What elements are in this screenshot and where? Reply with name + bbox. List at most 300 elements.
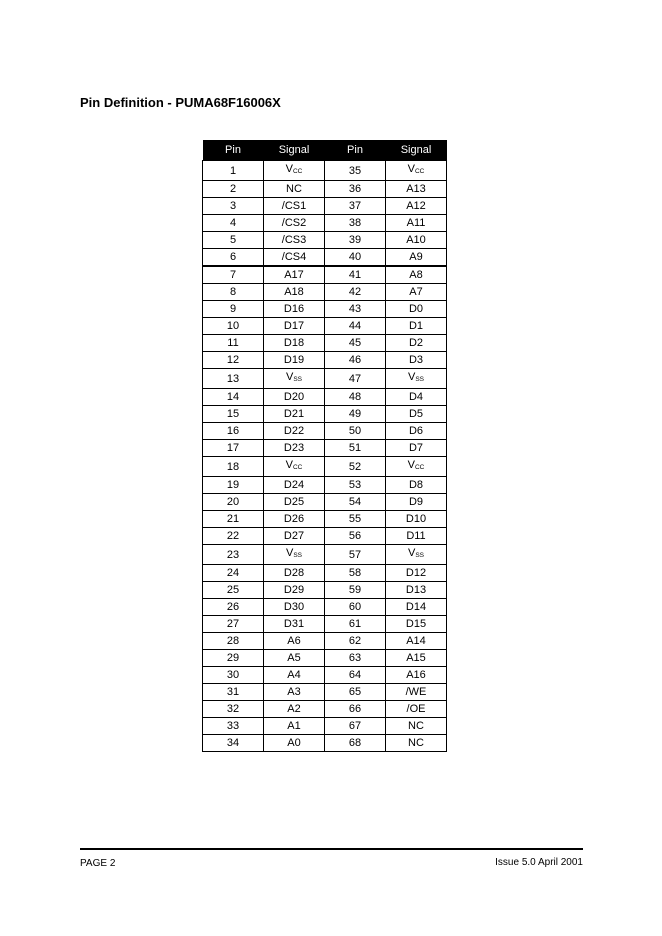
signal-cell-text: A9 xyxy=(409,251,423,263)
signal-cell xyxy=(264,389,325,406)
table-row xyxy=(203,667,447,684)
table-row xyxy=(203,198,447,215)
signal-cell-subscript: CC xyxy=(292,168,303,175)
signal-cell-text: A2 xyxy=(287,703,301,715)
pin-cell xyxy=(203,511,264,528)
signal-cell-text: D9 xyxy=(408,496,424,508)
signal-cell xyxy=(264,565,325,582)
signal-cell xyxy=(264,718,325,735)
signal-cell xyxy=(386,423,447,440)
pin-cell-text: 36 xyxy=(348,183,362,195)
pin-cell xyxy=(325,284,386,301)
signal-cell xyxy=(386,369,447,389)
pin-cell xyxy=(203,198,264,215)
pin-cell xyxy=(325,701,386,718)
signal-cell-text: A10 xyxy=(406,234,426,246)
pin-cell-text: 30 xyxy=(226,669,240,681)
pin-cell-text: 37 xyxy=(348,200,362,212)
header-pin-2: Pin xyxy=(325,140,386,161)
pin-cell-text: 48 xyxy=(348,391,362,403)
signal-cell xyxy=(386,684,447,701)
signal-cell xyxy=(264,232,325,249)
table-row xyxy=(203,284,447,301)
signal-cell xyxy=(264,406,325,423)
signal-cell-text: A17 xyxy=(284,269,304,281)
signal-cell-text: D21 xyxy=(283,408,305,420)
signal-cell-subscript: CC xyxy=(292,464,303,471)
pin-cell-text: 2 xyxy=(229,183,237,195)
signal-cell-text: V xyxy=(407,547,416,559)
signal-cell-text: D24 xyxy=(283,479,305,491)
header-pin-1: Pin xyxy=(203,140,264,161)
signal-cell-text: D11 xyxy=(406,530,426,542)
pin-cell-text: 53 xyxy=(348,479,362,491)
table-row xyxy=(203,389,447,406)
pin-cell-text: 5 xyxy=(229,234,237,246)
signal-cell xyxy=(264,633,325,650)
signal-cell-subscript: SS xyxy=(415,552,424,559)
signal-cell-text: D2 xyxy=(408,337,424,349)
signal-cell xyxy=(386,440,447,457)
pin-cell-text: 10 xyxy=(226,320,240,332)
signal-cell xyxy=(386,599,447,616)
table-row xyxy=(203,528,447,545)
signal-cell-text: D0 xyxy=(408,303,424,315)
pin-cell-text: 40 xyxy=(348,251,362,263)
signal-cell xyxy=(386,232,447,249)
signal-cell-text: V xyxy=(285,371,294,383)
signal-cell-text: A6 xyxy=(287,635,301,647)
signal-cell xyxy=(386,494,447,511)
pin-cell xyxy=(325,545,386,565)
pin-cell-text: 47 xyxy=(348,372,362,385)
signal-cell-text: D28 xyxy=(283,567,305,579)
signal-cell-text: V xyxy=(285,547,294,559)
table-row xyxy=(203,266,447,284)
pin-cell xyxy=(203,266,264,284)
pin-cell xyxy=(203,735,264,752)
signal-cell-text: /OE xyxy=(406,703,426,715)
signal-cell-text: D31 xyxy=(283,618,305,630)
pin-cell-text: 4 xyxy=(229,217,237,229)
signal-cell-text: /WE xyxy=(405,686,427,698)
signal-cell xyxy=(264,423,325,440)
pin-cell-text: 66 xyxy=(348,703,362,715)
signal-cell-text: D29 xyxy=(283,584,305,596)
pin-cell xyxy=(325,335,386,352)
pin-cell xyxy=(203,284,264,301)
header-signal-2: Signal xyxy=(386,140,447,161)
signal-cell xyxy=(264,215,325,232)
pin-cell-text: 41 xyxy=(348,269,362,281)
pin-cell-text: 57 xyxy=(348,548,362,561)
pin-cell xyxy=(203,301,264,318)
pin-cell-text: 42 xyxy=(348,286,362,298)
pin-cell-text: 28 xyxy=(226,635,240,647)
signal-cell-text: D19 xyxy=(283,354,305,366)
table-row xyxy=(203,423,447,440)
pin-cell-text: 43 xyxy=(348,303,362,315)
pin-definition-table xyxy=(202,140,447,752)
signal-cell-subscript: CC xyxy=(414,168,425,175)
table-row xyxy=(203,701,447,718)
signal-cell xyxy=(386,528,447,545)
table-row xyxy=(203,215,447,232)
pin-cell xyxy=(325,667,386,684)
signal-cell-text: NC xyxy=(408,720,424,732)
pin-cell xyxy=(203,423,264,440)
pin-cell-text: 3 xyxy=(229,200,237,212)
signal-cell-text: A3 xyxy=(287,686,301,698)
pin-cell-text: 55 xyxy=(348,513,362,525)
table-row xyxy=(203,440,447,457)
signal-cell xyxy=(264,249,325,267)
table-row xyxy=(203,335,447,352)
pin-cell-text: 49 xyxy=(348,408,362,420)
pin-cell xyxy=(325,718,386,735)
signal-cell-text: D14 xyxy=(405,601,427,613)
signal-cell xyxy=(386,284,447,301)
pin-cell xyxy=(325,406,386,423)
signal-cell xyxy=(264,650,325,667)
signal-cell-text: V xyxy=(285,459,293,471)
signal-cell-subscript: SS xyxy=(293,552,302,559)
table-row xyxy=(203,494,447,511)
pin-cell-text: 64 xyxy=(348,669,362,681)
pin-cell-text: 15 xyxy=(226,408,240,420)
signal-cell-text: D23 xyxy=(283,442,305,454)
signal-cell xyxy=(386,565,447,582)
table-row xyxy=(203,718,447,735)
signal-cell-subscript: CC xyxy=(414,464,425,471)
pin-cell xyxy=(325,181,386,198)
signal-cell xyxy=(386,701,447,718)
pin-cell-text: 16 xyxy=(226,425,240,437)
table-row xyxy=(203,457,447,477)
pin-cell-text: 54 xyxy=(348,496,362,508)
pin-cell xyxy=(325,599,386,616)
table-row xyxy=(203,582,447,599)
pin-cell-text: 11 xyxy=(227,337,239,349)
signal-cell-text: A13 xyxy=(406,183,426,195)
pin-cell xyxy=(325,423,386,440)
issue-date: Issue 5.0 April 2001 xyxy=(495,857,583,868)
signal-cell xyxy=(386,318,447,335)
pin-cell xyxy=(325,633,386,650)
signal-cell-text: D15 xyxy=(405,618,427,630)
pin-cell-text: 9 xyxy=(229,303,237,315)
signal-cell-text: A0 xyxy=(287,737,301,749)
signal-cell xyxy=(264,266,325,284)
signal-cell-text: A15 xyxy=(406,652,426,664)
pin-cell xyxy=(325,735,386,752)
table-row xyxy=(203,161,447,181)
pin-cell xyxy=(203,477,264,494)
signal-cell-text: V xyxy=(407,459,415,471)
signal-cell-text: D12 xyxy=(405,567,427,579)
signal-cell xyxy=(264,318,325,335)
table-row xyxy=(203,633,447,650)
pin-cell-text: 60 xyxy=(348,601,362,613)
pin-cell-text: 68 xyxy=(348,737,362,749)
pin-cell-text: 56 xyxy=(348,530,362,542)
pin-cell xyxy=(325,215,386,232)
pin-cell-text: 46 xyxy=(348,354,362,366)
table-row xyxy=(203,352,447,369)
pin-cell-text: 21 xyxy=(226,513,240,525)
signal-cell-text: D30 xyxy=(283,601,305,613)
pin-cell-text: 38 xyxy=(348,217,362,229)
signal-cell xyxy=(386,215,447,232)
signal-cell xyxy=(386,406,447,423)
signal-cell-text: /CS1 xyxy=(281,200,307,212)
pin-cell xyxy=(325,389,386,406)
signal-cell xyxy=(386,616,447,633)
signal-cell xyxy=(264,440,325,457)
pin-cell-text: 14 xyxy=(226,391,240,403)
signal-cell-text: A5 xyxy=(287,652,301,664)
pin-cell xyxy=(325,457,386,477)
pin-cell-text: 59 xyxy=(348,584,362,596)
signal-cell xyxy=(386,389,447,406)
signal-cell xyxy=(264,667,325,684)
pin-cell-text: 7 xyxy=(229,269,237,281)
pin-cell-text: 25 xyxy=(226,584,240,596)
pin-cell-text: 34 xyxy=(226,737,240,749)
pin-cell xyxy=(325,565,386,582)
table-row xyxy=(203,181,447,198)
pin-cell xyxy=(325,318,386,335)
pin-cell xyxy=(203,352,264,369)
pin-cell xyxy=(325,616,386,633)
table-row xyxy=(203,650,447,667)
pin-cell-text: 1 xyxy=(229,164,237,177)
pin-cell-text: 45 xyxy=(348,337,362,349)
pin-cell xyxy=(203,684,264,701)
pin-cell xyxy=(203,633,264,650)
pin-cell xyxy=(203,565,264,582)
signal-cell xyxy=(386,352,447,369)
signal-cell-text: D10 xyxy=(405,513,427,525)
pin-cell xyxy=(203,616,264,633)
table-row xyxy=(203,735,447,752)
pin-cell xyxy=(203,582,264,599)
signal-cell xyxy=(386,718,447,735)
pin-cell-text: 61 xyxy=(348,618,362,630)
pin-cell-text: 6 xyxy=(229,251,237,263)
pin-cell xyxy=(325,352,386,369)
signal-cell-text: A12 xyxy=(406,200,426,212)
signal-cell xyxy=(386,511,447,528)
pin-cell xyxy=(325,477,386,494)
signal-cell-text: D27 xyxy=(283,530,305,542)
pin-cell-text: 35 xyxy=(348,164,362,177)
pin-cell-text: 26 xyxy=(226,601,240,613)
signal-cell xyxy=(264,198,325,215)
signal-cell-text: V xyxy=(407,163,415,175)
pin-cell xyxy=(325,582,386,599)
signal-cell xyxy=(264,352,325,369)
signal-cell-text: D18 xyxy=(283,337,305,349)
table-row xyxy=(203,369,447,389)
pin-cell-text: 44 xyxy=(348,320,362,332)
pin-cell xyxy=(203,528,264,545)
signal-cell-text: /CS4 xyxy=(281,251,307,263)
table-row xyxy=(203,545,447,565)
pin-cell xyxy=(325,528,386,545)
signal-cell xyxy=(264,599,325,616)
pin-cell-text: 8 xyxy=(229,286,237,298)
signal-cell xyxy=(264,477,325,494)
signal-cell-text: D20 xyxy=(283,391,305,403)
signal-cell xyxy=(386,582,447,599)
pin-cell-text: 51 xyxy=(348,442,362,454)
signal-cell xyxy=(264,545,325,565)
signal-cell xyxy=(264,616,325,633)
pin-cell xyxy=(325,440,386,457)
signal-cell xyxy=(264,582,325,599)
pin-cell xyxy=(203,494,264,511)
signal-cell-text: D5 xyxy=(408,408,424,420)
pin-cell xyxy=(203,599,264,616)
pin-cell xyxy=(203,161,264,181)
signal-cell xyxy=(386,667,447,684)
pin-cell-text: 13 xyxy=(226,372,240,385)
pin-cell xyxy=(325,249,386,267)
pin-cell xyxy=(203,369,264,389)
signal-cell xyxy=(264,335,325,352)
signal-cell-text: A11 xyxy=(406,217,426,229)
signal-cell xyxy=(386,266,447,284)
pin-cell xyxy=(203,249,264,267)
pin-cell-text: 50 xyxy=(348,425,362,437)
signal-cell-text: D25 xyxy=(283,496,305,508)
pin-cell xyxy=(203,232,264,249)
pin-cell-text: 27 xyxy=(226,618,240,630)
table-row xyxy=(203,565,447,582)
pin-cell-text: 12 xyxy=(226,354,240,366)
signal-cell xyxy=(264,301,325,318)
pin-cell-text: 32 xyxy=(226,703,240,715)
pin-cell-text: 18 xyxy=(226,460,240,473)
pin-cell xyxy=(203,650,264,667)
signal-cell-text: A7 xyxy=(409,286,423,298)
pin-cell xyxy=(203,335,264,352)
pin-cell xyxy=(203,667,264,684)
signal-cell xyxy=(386,198,447,215)
table-row xyxy=(203,477,447,494)
signal-cell xyxy=(386,457,447,477)
table-row xyxy=(203,249,447,267)
signal-cell-text: /CS3 xyxy=(281,234,307,246)
pin-cell xyxy=(325,684,386,701)
table-row xyxy=(203,318,447,335)
signal-cell-text: D8 xyxy=(408,479,424,491)
signal-cell-text: V xyxy=(407,371,416,383)
signal-cell-text: D3 xyxy=(408,354,424,366)
pin-cell xyxy=(203,440,264,457)
signal-cell-text: A14 xyxy=(406,635,426,647)
table-row xyxy=(203,599,447,616)
signal-cell-text: D6 xyxy=(408,425,424,437)
signal-cell xyxy=(386,735,447,752)
signal-cell xyxy=(264,181,325,198)
signal-cell xyxy=(264,494,325,511)
signal-cell-subscript: SS xyxy=(293,376,302,383)
signal-cell xyxy=(264,161,325,181)
pin-cell xyxy=(203,389,264,406)
signal-cell-text: NC xyxy=(408,737,424,749)
pin-cell-text: 24 xyxy=(226,567,240,579)
signal-cell-text: D26 xyxy=(283,513,305,525)
pin-cell-text: 62 xyxy=(348,635,362,647)
pin-cell xyxy=(325,650,386,667)
table-row xyxy=(203,511,447,528)
pin-cell xyxy=(203,406,264,423)
pin-cell-text: 31 xyxy=(226,686,240,698)
signal-cell xyxy=(386,249,447,267)
signal-cell-subscript: SS xyxy=(415,376,424,383)
signal-cell-text: A16 xyxy=(406,669,426,681)
signal-cell-text: A8 xyxy=(409,269,423,281)
pin-cell xyxy=(203,718,264,735)
pin-cell xyxy=(203,457,264,477)
pin-cell-text: 33 xyxy=(226,720,240,732)
signal-cell-text: A4 xyxy=(287,669,301,681)
pin-cell-text: 52 xyxy=(348,460,362,473)
pin-cell-text: 20 xyxy=(226,496,240,508)
pin-cell-text: 23 xyxy=(226,548,240,561)
pin-cell xyxy=(203,318,264,335)
signal-cell xyxy=(386,301,447,318)
signal-cell xyxy=(264,701,325,718)
signal-cell-text: A1 xyxy=(287,720,301,732)
pin-cell-text: 63 xyxy=(348,652,362,664)
signal-cell-text: NC xyxy=(286,183,302,195)
pin-cell-text: 39 xyxy=(348,234,362,246)
table-row xyxy=(203,232,447,249)
signal-cell xyxy=(386,545,447,565)
signal-cell xyxy=(264,511,325,528)
pin-cell xyxy=(325,198,386,215)
pin-cell xyxy=(203,215,264,232)
header-signal-1: Signal xyxy=(264,140,325,161)
signal-cell-text: D7 xyxy=(408,442,424,454)
pin-cell xyxy=(325,161,386,181)
table-row xyxy=(203,616,447,633)
signal-cell xyxy=(386,181,447,198)
pin-cell-text: 29 xyxy=(226,652,240,664)
signal-cell-text: D22 xyxy=(283,425,305,437)
signal-cell xyxy=(264,457,325,477)
pin-cell xyxy=(203,701,264,718)
signal-cell xyxy=(264,684,325,701)
signal-cell xyxy=(386,650,447,667)
signal-cell xyxy=(386,335,447,352)
page-title: Pin Definition - PUMA68F16006X xyxy=(80,95,281,110)
signal-cell xyxy=(386,633,447,650)
signal-cell xyxy=(264,284,325,301)
signal-cell xyxy=(386,477,447,494)
table-row xyxy=(203,406,447,423)
signal-cell-text: D16 xyxy=(283,303,305,315)
signal-cell-text: D13 xyxy=(405,584,427,596)
pin-cell-text: 67 xyxy=(348,720,362,732)
signal-cell-text: /CS2 xyxy=(281,217,307,229)
footer-rule xyxy=(80,848,583,850)
pin-cell xyxy=(203,545,264,565)
signal-cell-text: D4 xyxy=(408,391,424,403)
